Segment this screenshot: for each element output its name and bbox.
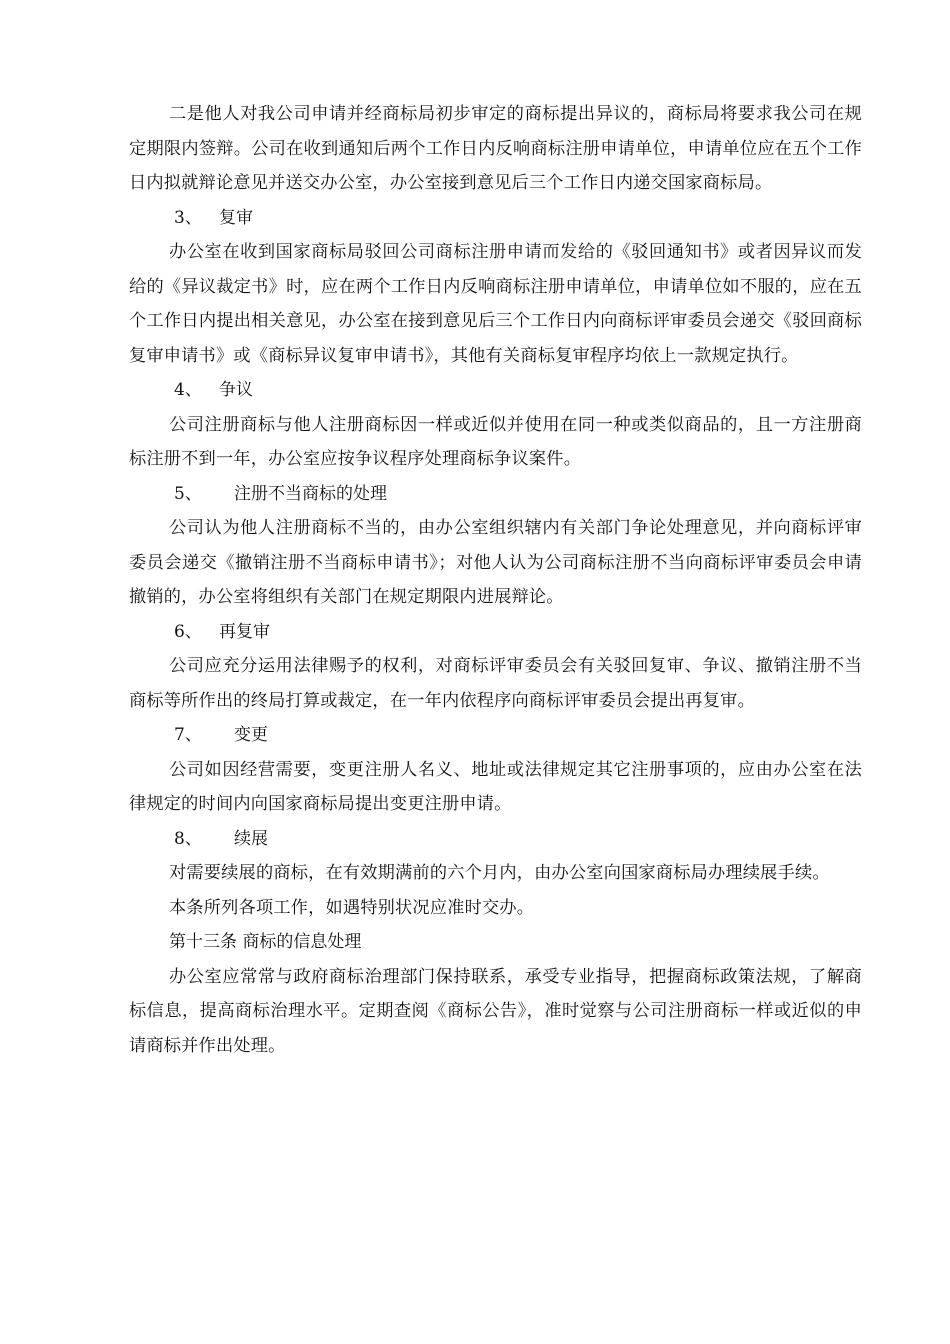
section-heading-re-review xyxy=(129,615,862,650)
section-number: 6、 xyxy=(174,621,202,642)
section-title: 变更 xyxy=(234,725,268,745)
section-number: 7、 xyxy=(174,725,202,745)
section-heading-review xyxy=(129,201,862,236)
section-number: 4、 xyxy=(174,380,202,400)
section-number: 8、 xyxy=(174,828,202,849)
section-title: 复审 xyxy=(219,207,253,228)
section-number: 3、 xyxy=(174,207,202,228)
section-title: 注册不当商标的处理 xyxy=(234,483,387,504)
paragraph-change: 公司如因经营需要，变更注册人名义、地址或法律规定其它注册事项的，应由办公室在法律规定的时间内向国家商标局提出变更注册申请。 xyxy=(129,759,862,814)
paragraph-improper-registration: 公司认为他人注册商标不当的，由办公室组织辖内有关部门争论处理意见，并向商标评审委员会递交《撤销注册不当商标申请书》；对他人认为公司商标注册不当向商标评审委员会申请撤销的，办公室将组织有关部门在规定期限内进展辩论。 xyxy=(129,518,862,607)
section-heading-dispute xyxy=(129,373,862,408)
paragraph-special-handling: 本条所列各项工作，如遇特别状况应准时交办。 xyxy=(169,897,535,918)
paragraph-dispute: 公司注册商标与他人注册商标因一样或近似并使用在同一种或类似商品的，且一方注册商标注册不到一年，办公室应按争议程序处理商标争议案件。 xyxy=(129,414,862,469)
paragraph-review: 办公室在收到国家商标局驳回公司商标注册申请而发给的《驳回通知书》或者因异议而发给的《异议裁定书》时，应在两个工作日内反响商标注册申请单位，申请单位如不服的，应在五个工作日内提出相关意见，办公室在接到意见后三个工作日内向商标评审委员会递交《驳回商标复审申请书》或《商标异议复审申请书》，其他有关商标复审程序均依上一款规定执行。 xyxy=(129,242,862,366)
section-title: 争议 xyxy=(219,380,253,400)
document-body xyxy=(129,97,862,1063)
section-heading-renewal xyxy=(129,822,862,857)
article-heading-13: 第十三条 商标的信息处理 xyxy=(169,932,362,952)
section-title: 再复审 xyxy=(219,621,270,642)
paragraph-opposition: 二是他人对我公司申请并经商标局初步审定的商标提出异议的，商标局将要求我公司在规定期限内签辩。公司在收到通知后两个工作日内反响商标注册申请单位，申请单位应在五个工作日内拟就辩论意见并送交办公室，办公室接到意见后三个工作日内递交国家商标局。 xyxy=(129,104,862,193)
section-heading-improper-registration xyxy=(129,477,862,512)
paragraph-information-handling: 办公室应常常与政府商标治理部门保持联系，承受专业指导，把握商标政策法规，了解商标信息，提高商标治理水平。定期查阅《商标公告》，准时觉察与公司注册商标一样或近似的申请商标并作出处理。 xyxy=(129,966,862,1056)
section-number: 5、 xyxy=(174,483,202,504)
section-heading-change xyxy=(129,718,862,753)
paragraph-re-review: 公司应充分运用法律赐予的权利，对商标评审委员会有关驳回复审、争议、撤销注册不当商标等所作出的终局打算或裁定，在一年内依程序向商标评审委员会提出再复审。 xyxy=(129,656,862,711)
paragraph-renewal: 对需要续展的商标，在有效期满前的六个月内，由办公室向国家商标局办理续展手续。 xyxy=(169,863,830,883)
section-title: 续展 xyxy=(234,828,268,849)
